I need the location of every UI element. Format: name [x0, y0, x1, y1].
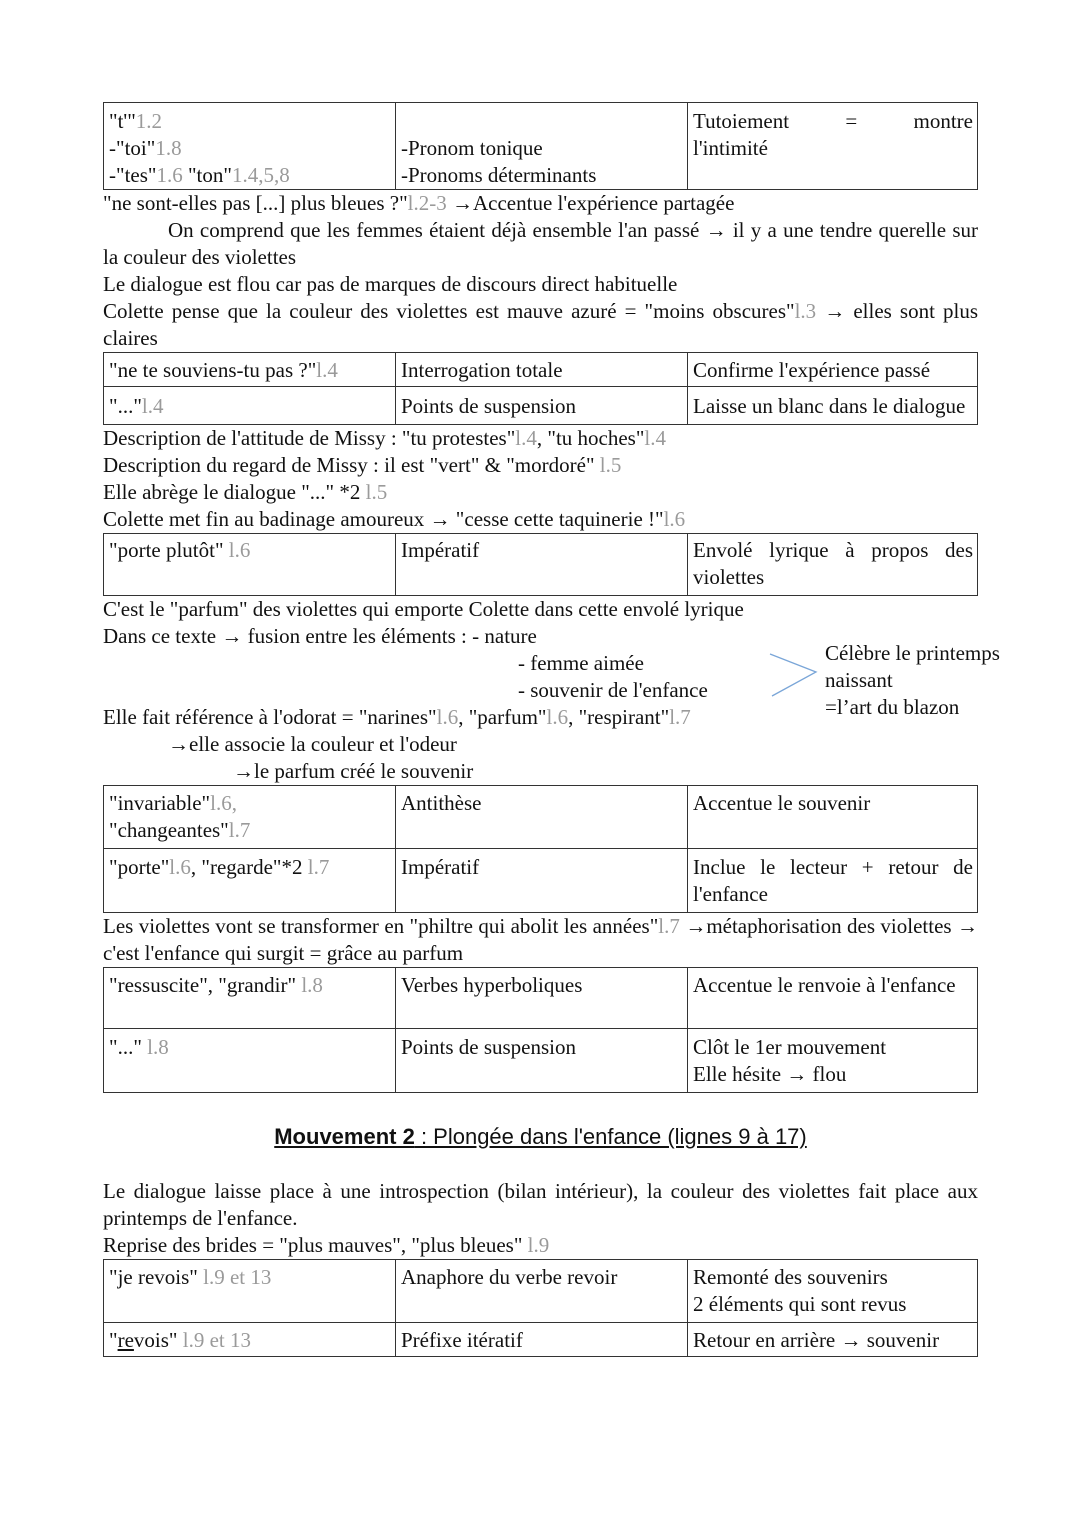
line-ref: l.7	[307, 855, 330, 879]
text-span: Mouvement 2	[274, 1124, 415, 1149]
paragraph	[103, 479, 978, 506]
text-span: "je revois"	[109, 1265, 198, 1289]
effect-text	[688, 387, 978, 425]
text-span: Colette met fin au badinage amoureux → "cesse cette taquinerie !"	[103, 507, 664, 531]
paragraph	[103, 298, 978, 352]
line-ref: l.7	[658, 914, 680, 938]
table-cell	[104, 786, 396, 849]
line-ref: 1.2	[135, 109, 163, 133]
effect-text: l'intimité	[693, 136, 768, 160]
quote: "ton"	[187, 163, 232, 187]
line-ref: l.5	[365, 480, 388, 504]
figure-label: Impératif	[396, 534, 688, 596]
table-pronouns	[103, 102, 978, 190]
table-imperative	[103, 533, 978, 596]
text-span: Laisse un blanc dans le dialogue	[693, 394, 966, 418]
paragraph	[103, 425, 978, 452]
table-cell	[104, 353, 396, 387]
text-span: re	[117, 1328, 134, 1352]
line-ref: l.5	[599, 453, 622, 477]
figure-label: Impératif	[396, 849, 688, 913]
text-span: , "regarde"*2	[190, 855, 303, 879]
text-span: →Accentue l'expérience partagée	[451, 191, 735, 215]
text-span: "ressuscite", "grandir"	[109, 973, 297, 997]
line-ref: l.3	[794, 299, 817, 323]
chevron-right-icon	[768, 650, 820, 700]
table-antithesis	[103, 785, 978, 913]
text-span: → elles sont plus claires	[103, 299, 979, 350]
figure-label: -Pronoms déterminants	[401, 163, 597, 187]
text-span: "	[109, 1328, 118, 1352]
text-span: "ne te souviens-tu pas ?"	[109, 358, 317, 382]
paragraph: C'est le "parfum" des violettes qui emporte Colette dans cette envolé lyrique	[103, 597, 744, 621]
text-span: Elle hésite → flou	[693, 1062, 847, 1086]
table-cell	[396, 103, 688, 190]
quote: "t'"	[109, 109, 136, 133]
effect-text: Retour en arrière → souvenir	[688, 1323, 978, 1357]
text-span: , "parfum"	[458, 705, 547, 729]
text-span: "invariable"	[109, 791, 211, 815]
line-ref: l.4	[316, 358, 338, 382]
figure-label: Interrogation totale	[396, 353, 688, 387]
paragraph: →elle associe la couleur et l'odeur	[168, 732, 457, 756]
text-span: →métaphorisation des violettes → c'est l'enfance qui surgit = grâce au parfum	[103, 914, 978, 965]
figure-label: Anaphore du verbe revoir	[396, 1260, 688, 1323]
text-span: 2 éléments qui sont revus	[693, 1292, 907, 1316]
figure-label: Points de suspension	[396, 387, 688, 425]
line-ref: l.6	[663, 507, 686, 531]
line-ref: 1.4,5,8	[231, 163, 290, 187]
line-ref: l.7	[669, 705, 691, 729]
paragraph: →le parfum créé le souvenir	[233, 759, 474, 783]
line-ref: l.6	[436, 705, 459, 729]
text-span: "..."	[109, 1035, 142, 1059]
text-span: Description du regard de Missy : il est "vert" & "mordoré"	[103, 453, 595, 477]
line-ref: 1.6	[156, 163, 183, 187]
text-span: Description de l'attitude de Missy : "tu protestes"	[103, 426, 516, 450]
text-span: Clôt le 1er mouvement	[693, 1035, 887, 1059]
table-anaphora	[103, 1259, 978, 1357]
paragraph	[103, 190, 978, 217]
effect-text: Accentue le souvenir	[688, 786, 978, 849]
effect-text: Inclue le lecteur + retour de l'enfance	[688, 849, 978, 913]
effect-text: =	[845, 109, 858, 133]
line-ref: l.4	[515, 426, 537, 450]
effect-text: montre	[913, 109, 973, 133]
figure-label: Antithèse	[396, 786, 688, 849]
fusion-block	[103, 596, 1000, 785]
line-ref: l.6	[546, 705, 569, 729]
line-ref: 1.8	[155, 136, 182, 160]
line-ref: l.4	[141, 394, 164, 418]
paragraph	[103, 1232, 978, 1259]
figure-label: -Pronom tonique	[401, 136, 543, 160]
line-ref: l.6,	[210, 791, 237, 815]
side-note: Célèbre le printemps naissant =l’art du blazon	[825, 641, 1000, 719]
text-span: , "respirant"	[568, 705, 670, 729]
line-ref: l.9 et 13	[182, 1328, 251, 1352]
text-span: , "tu hoches"	[536, 426, 645, 450]
effect-text	[688, 1260, 978, 1323]
line-ref: l.4	[644, 426, 667, 450]
table-cell	[104, 103, 396, 190]
effect-text: Accentue le renvoie à l'enfance	[688, 968, 978, 1029]
quote: -"toi"	[109, 136, 156, 160]
text-span: Remonté des souvenirs	[693, 1265, 888, 1289]
table-cell	[104, 534, 396, 596]
text-span: "porte plutôt"	[109, 538, 224, 562]
list-item: - souvenir de l'enfance	[518, 678, 708, 702]
line-ref: l.2-3	[407, 191, 447, 215]
text-span: Les violettes vont se transformer en "philtre qui abolit les années"	[103, 914, 659, 938]
effect-text: Tutoiement	[693, 109, 790, 133]
text-span: Reprise des brides = "plus mauves", "plus bleues"	[103, 1233, 523, 1257]
paragraph: Le dialogue est flou car pas de marques de discours direct habituelle	[103, 272, 678, 296]
table-hyperbole	[103, 967, 978, 1093]
text-span: Elle fait référence à l'odorat = "narines"	[103, 705, 437, 729]
table-interrogation	[103, 352, 978, 425]
paragraph: Dans ce texte → fusion entre les éléments : - nature	[103, 624, 537, 648]
text-span: "ne sont-elles pas [...] plus bleues ?"	[103, 191, 408, 215]
figure-label: Points de suspension	[396, 1029, 688, 1093]
figure-label: Verbes hyperboliques	[396, 968, 688, 1029]
text-span: vois"	[133, 1328, 178, 1352]
table-cell	[688, 103, 978, 190]
line-ref: l.8	[301, 973, 323, 997]
effect-text: Envolé lyrique à propos des violettes	[688, 534, 978, 596]
effect-text	[688, 1029, 978, 1093]
paragraph	[103, 913, 978, 967]
quote: -"tes"	[109, 163, 157, 187]
table-cell	[104, 1029, 396, 1093]
table-cell	[104, 1323, 396, 1357]
document-page	[103, 102, 1000, 1357]
section-heading	[103, 1123, 978, 1150]
text-span: Colette pense que la couleur des violettes est mauve azuré = "moins obscures"	[103, 299, 795, 323]
text-span: "porte"	[109, 855, 170, 879]
figure-label: Préfixe itératif	[396, 1323, 688, 1357]
line-ref: l.7	[228, 818, 251, 842]
text-span: "..."	[109, 394, 142, 418]
text-span: "changeantes"	[109, 818, 229, 842]
line-ref: l.8	[147, 1035, 169, 1059]
table-cell	[104, 849, 396, 913]
effect-text: Confirme l'expérience passé	[688, 353, 978, 387]
line-ref: l.9	[527, 1233, 550, 1257]
line-ref: l.6	[169, 855, 191, 879]
table-cell	[104, 968, 396, 1029]
table-cell	[104, 387, 396, 425]
text-span: : Plongée dans l'enfance (lignes 9 à 17)	[414, 1124, 807, 1149]
paragraph: Le dialogue laisse place à une introspection (bilan intérieur), la couleur des violettes fait place aux printemps de l'enfance.	[103, 1179, 978, 1230]
table-cell	[104, 1260, 396, 1323]
paragraph	[103, 452, 978, 479]
line-ref: l.6	[228, 538, 251, 562]
paragraph: On comprend que les femmes étaient déjà ensemble l'an passé → il y a une tendre querelle sur la couleur des violettes	[103, 218, 978, 269]
paragraph	[103, 506, 978, 533]
line-ref: l.9 et 13	[203, 1265, 272, 1289]
text-span: Elle abrège le dialogue "..." *2	[103, 480, 361, 504]
list-item: - femme aimée	[518, 651, 644, 675]
